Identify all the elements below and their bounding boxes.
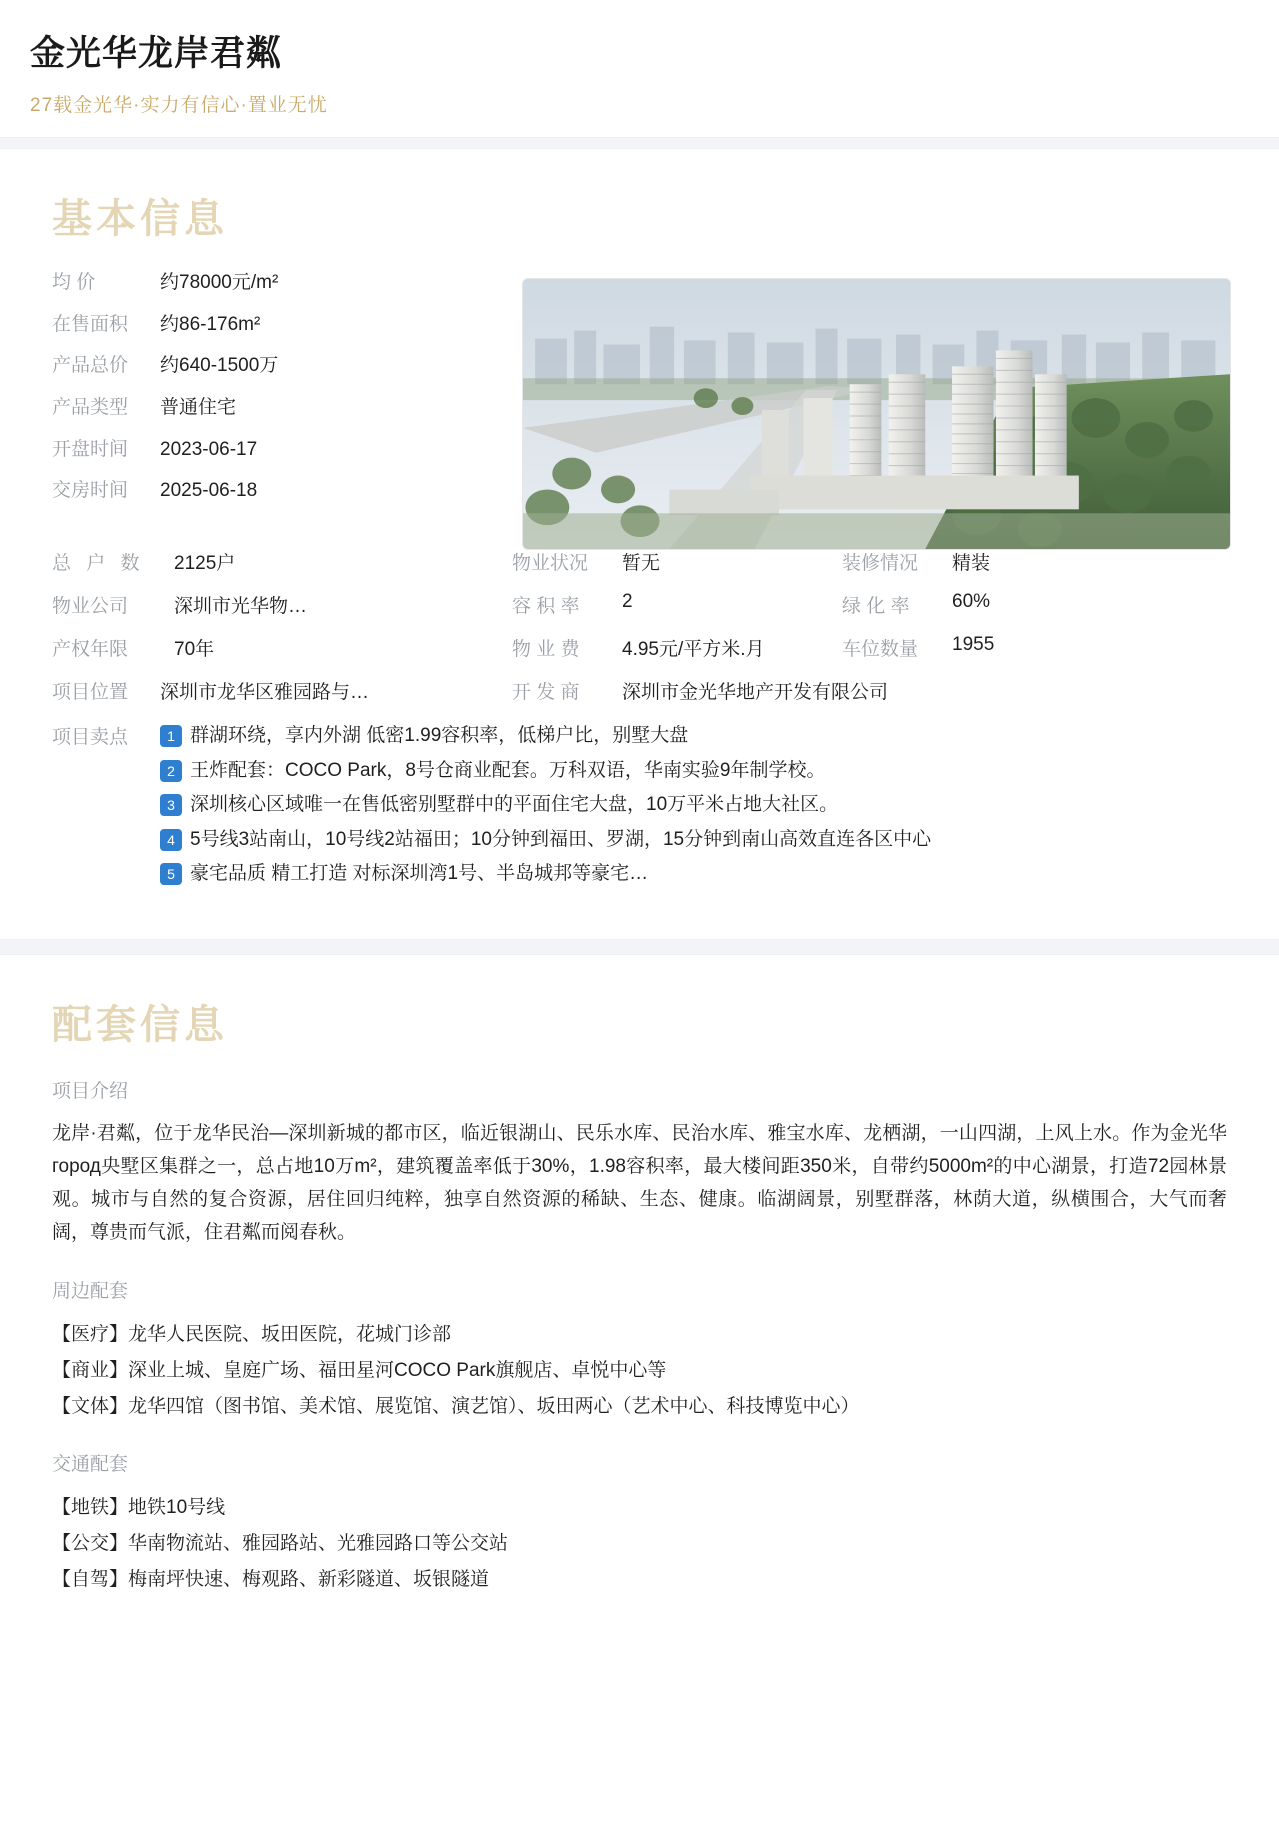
field-label: 产品总价 — [52, 355, 129, 377]
page-title: 金光华龙岸君粼 — [30, 34, 283, 73]
field-developer — [512, 677, 1231, 704]
field-label: 产权年限 — [52, 639, 129, 660]
field-value: 2025-06-18 — [160, 480, 258, 502]
field-property-company — [52, 591, 512, 618]
badge-number-icon: 2 — [160, 760, 182, 782]
field-label: 容 积 率 — [512, 596, 580, 617]
field-parking-count — [842, 634, 1231, 661]
field-value: 深圳市光华物… — [174, 596, 308, 617]
field-total-households — [52, 548, 512, 575]
list-item-text: 王炸配套：COCO Park，8号仓商业配套。万科双语，华南实验9年制学校。 — [190, 759, 826, 781]
field-label: 产品类型 — [52, 396, 129, 418]
field-label: 物业公司 — [52, 596, 129, 617]
list-item-text: 深圳核心区域唯一在售低密别墅群中的平面住宅大盘，10万平米占地大社区。 — [190, 794, 839, 816]
list-item: 【地铁】地铁10号线 — [52, 1497, 226, 1519]
field-label: 绿 化 率 — [842, 596, 910, 617]
field-label: 物 业 费 — [512, 639, 580, 660]
list-item-text: 豪宅品质 精工打造 对标深圳湾1号、半岛城邦等豪宅… — [190, 863, 649, 885]
field-value: 1955 — [952, 634, 995, 655]
list-item — [160, 722, 1231, 750]
section-divider — [0, 939, 1279, 955]
field-property-status — [512, 548, 842, 575]
selling-points-list — [160, 722, 1231, 895]
list-item-text: 5号线3站南山，10号线2站福田；10分钟到福田、罗湖，15分钟到南山高效直连各区中心 — [190, 828, 932, 850]
traffic-list — [52, 1490, 1227, 1598]
field-decoration — [842, 548, 1231, 575]
basic-info-grid — [30, 548, 1249, 704]
field-delivery-date — [52, 478, 512, 504]
section-divider — [0, 137, 1279, 149]
field-label: 开盘时间 — [52, 438, 129, 460]
field-total-price — [52, 353, 512, 379]
field-value: 2125户 — [174, 553, 236, 574]
hero-image-wrap — [512, 270, 1231, 550]
basic-info-title: 基本信息 — [52, 197, 228, 241]
page-header — [0, 0, 1279, 137]
field-label: 总 户 数 — [52, 553, 145, 574]
basic-info-section — [0, 149, 1279, 923]
field-value: 深圳市龙华区雅园路与… — [160, 682, 370, 703]
field-value: 精装 — [952, 553, 991, 574]
field-label: 物业状况 — [512, 553, 589, 574]
list-item — [160, 791, 1231, 819]
field-open-date — [52, 437, 512, 463]
field-property-rights-years — [52, 634, 512, 661]
field-label: 在售面积 — [52, 313, 129, 335]
field-value: 普通住宅 — [160, 396, 237, 418]
field-plot-ratio — [512, 591, 842, 618]
table-row — [52, 591, 1231, 618]
badge-number-icon: 5 — [160, 863, 182, 885]
field-value: 约78000元/m² — [160, 272, 279, 293]
field-avg-price — [52, 270, 512, 296]
field-value: 60% — [952, 591, 991, 612]
field-project-location — [52, 677, 512, 704]
page-slogan: 27载金光华·实力有信心·置业无忧 — [30, 95, 328, 116]
field-product-type — [52, 395, 512, 421]
traffic-label: 交通配套 — [52, 1454, 129, 1476]
around-label: 周边配套 — [52, 1280, 129, 1302]
field-value: 2 — [622, 591, 633, 612]
basic-info-fields — [52, 270, 512, 520]
list-item: 【文体】龙华四馆（图书馆、美术馆、展览馆、演艺馆）、坂田两心（艺术中心、科技博览中心） — [52, 1395, 860, 1417]
list-item — [160, 860, 1231, 888]
badge-number-icon: 4 — [160, 829, 182, 851]
table-row — [52, 548, 1231, 575]
field-label: 项目位置 — [52, 682, 129, 703]
table-row — [52, 634, 1231, 661]
field-value: 70年 — [174, 639, 215, 660]
list-item: 【医疗】龙华人民医院、坂田医院，花城门诊部 — [52, 1323, 452, 1345]
field-area-on-sale — [52, 312, 512, 338]
list-item — [160, 757, 1231, 785]
project-rendering-image — [522, 278, 1231, 550]
list-item — [160, 826, 1231, 854]
facilities-section — [0, 955, 1279, 1641]
selling-points-label: 项目卖点 — [52, 727, 129, 748]
field-property-fee — [512, 634, 842, 661]
table-row — [52, 677, 1231, 704]
list-item: 【自驾】梅南坪快速、梅观路、新彩隧道、坂银隧道 — [52, 1569, 490, 1591]
field-label: 交房时间 — [52, 480, 129, 502]
field-label: 车位数量 — [842, 639, 919, 660]
badge-number-icon: 1 — [160, 725, 182, 747]
field-value: 暂无 — [622, 553, 661, 574]
basic-info-body — [30, 270, 1249, 550]
field-green-ratio — [842, 591, 1231, 618]
badge-number-icon: 3 — [160, 794, 182, 816]
intro-label: 项目介绍 — [52, 1080, 129, 1102]
rendering-illustration — [523, 279, 1230, 549]
field-value: 2023-06-17 — [160, 438, 258, 460]
field-value: 深圳市金光华地产开发有限公司 — [622, 682, 889, 703]
field-label: 装修情况 — [842, 553, 919, 574]
facilities-title: 配套信息 — [52, 1002, 228, 1047]
around-list — [52, 1317, 1227, 1425]
list-item: 【公交】华南物流站、雅园路站、光雅园路口等公交站 — [52, 1533, 509, 1555]
list-item-text: 群湖环绕，享内外湖 低密1.99容积率，低梯户比，别墅大盘 — [190, 725, 689, 746]
selling-points — [30, 720, 1249, 905]
field-label: 均 价 — [52, 272, 96, 293]
field-label: 开 发 商 — [512, 682, 580, 703]
field-value: 4.95元/平方米.月 — [622, 639, 765, 660]
field-value: 约86-176m² — [160, 313, 261, 335]
list-item: 【商业】深业上城、皇庭广场、福田星河COCO Park旗舰店、卓悦中心等 — [52, 1359, 667, 1381]
intro-text: 龙岸·君粼，位于龙华民治—深圳新城的都市区，临近银湖山、民乐水库、民治水库、雅宝水库、龙栖湖，一山四湖，上风上水。作为金光华город央墅区集群之一，总占地10万m²，建筑覆盖率低于30%，1.98容积率，最大楼间距350米，自带约5000m²的中心湖景，打造72园林景观。城市与自然的复合资源，居住回归纯粹，独享自然资源的稀缺、生态、健康。临湖阔景，别墅群落，林荫大道，纵横围合，大气而奢阔，尊贵而气派，住君粼而阅春秋。 — [52, 1122, 1227, 1244]
field-value: 约640-1500万 — [160, 355, 279, 377]
